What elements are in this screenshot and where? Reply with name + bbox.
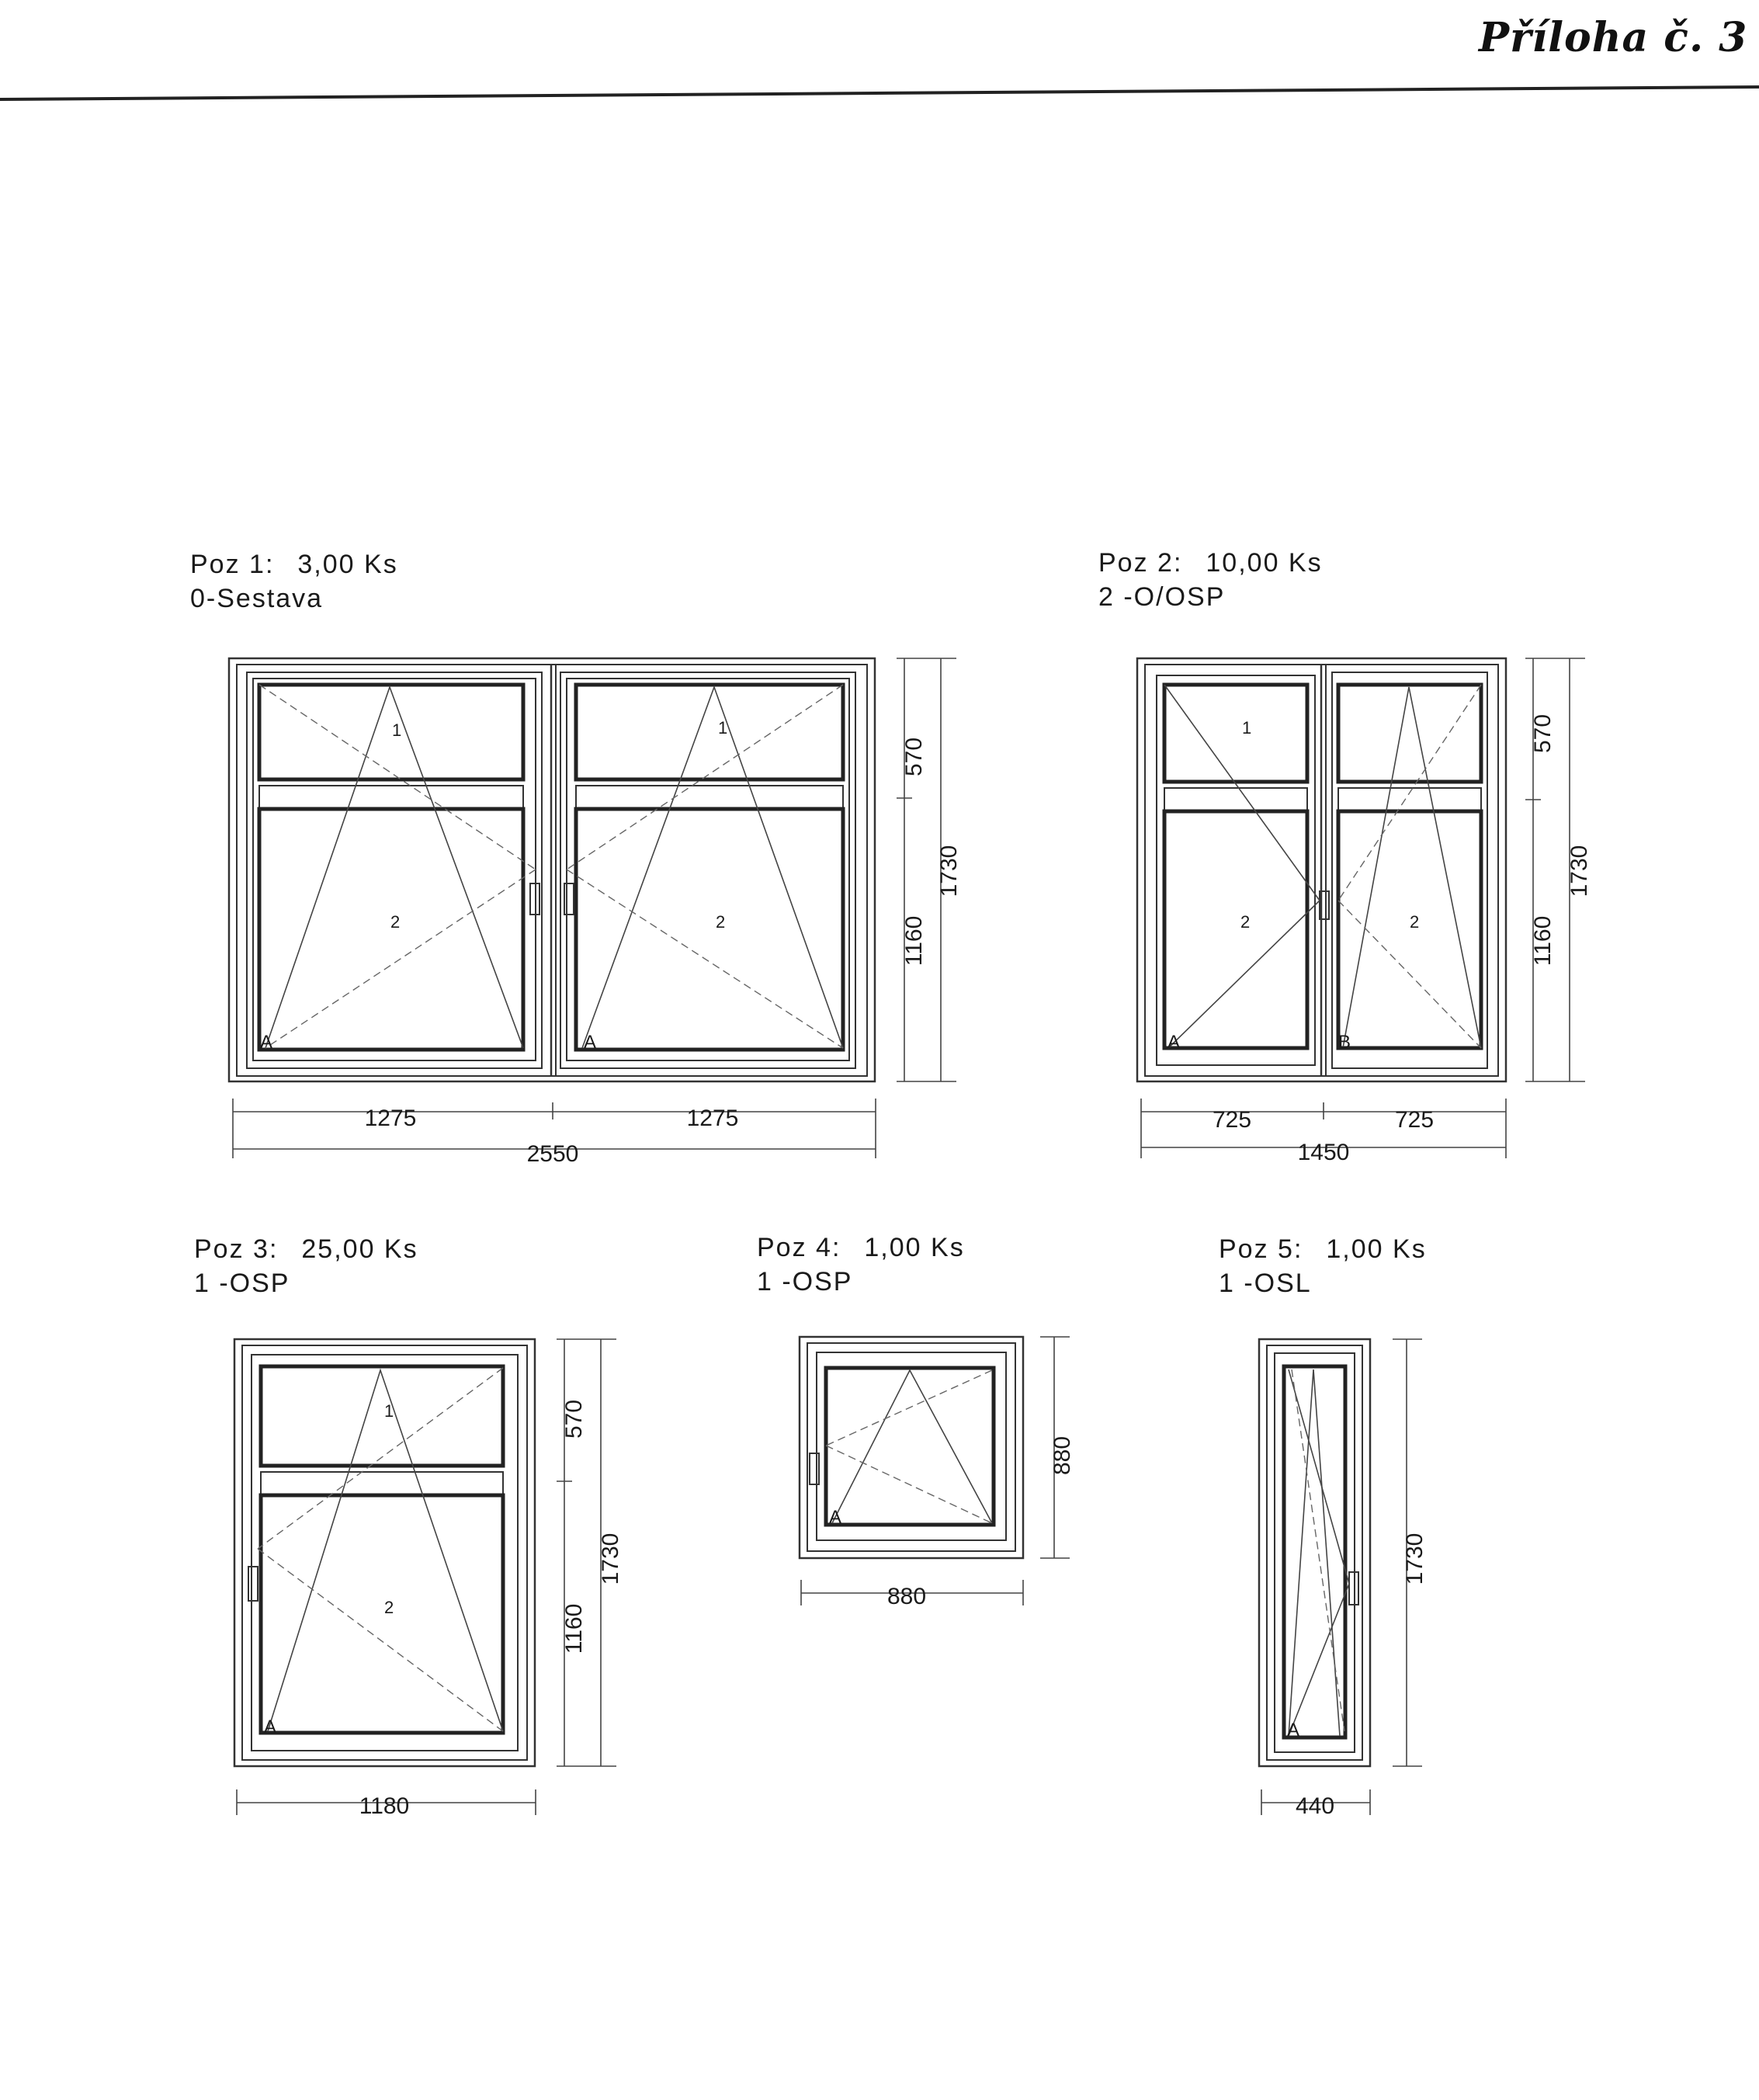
annex-title: Příloha č. 3 xyxy=(1479,14,1748,61)
poz5-dim-total-width: 440 xyxy=(1295,1793,1335,1819)
poz1-dim-left-width: 1275 xyxy=(364,1106,417,1131)
poz2-dim-bottom-height: 1160 xyxy=(1530,915,1556,967)
poz1-dim-right-width: 1275 xyxy=(686,1106,739,1131)
poz3-type: 1 -OSP xyxy=(194,1269,290,1298)
poz2-dim-right-width: 725 xyxy=(1394,1107,1435,1133)
poz3-drawing xyxy=(234,1339,623,1819)
poz1-dim-total-height: 1730 xyxy=(936,845,962,897)
poz5-name: Poz 5: xyxy=(1219,1234,1303,1264)
poz2-sash-number: 2 xyxy=(1240,912,1251,932)
poz4-dim-total-width: 880 xyxy=(886,1584,927,1609)
poz2-dim-total-width: 1450 xyxy=(1297,1140,1350,1165)
poz1-quantity: 3,00 Ks xyxy=(297,550,398,579)
poz3-quantity: 25,00 Ks xyxy=(301,1234,418,1264)
poz1-hinge-letter: A xyxy=(260,1032,273,1053)
poz3-sash-number: 1 xyxy=(384,1401,394,1421)
poz1-dim-total-width: 2550 xyxy=(526,1141,579,1167)
poz5-dim-total-height: 1730 xyxy=(1402,1532,1428,1585)
poz3-handle-icon xyxy=(248,1567,258,1601)
poz5-type: 1 -OSL xyxy=(1219,1269,1312,1298)
poz2-quantity: 10,00 Ks xyxy=(1206,548,1323,578)
poz1-type: 0-Sestava xyxy=(190,584,324,613)
poz3-dim-top-height: 570 xyxy=(561,1399,587,1439)
poz2-type: 2 -O/OSP xyxy=(1098,582,1226,612)
poz1-sash-number: 1 xyxy=(718,718,728,738)
poz2-name: Poz 2: xyxy=(1098,548,1183,578)
poz1-name: Poz 1: xyxy=(190,550,275,579)
poz1-hinge-letter: A xyxy=(584,1032,597,1053)
poz2-dim-total-height: 1730 xyxy=(1566,845,1592,897)
poz1-dim-bottom-height: 1160 xyxy=(901,915,927,967)
poz3-sash-number: 2 xyxy=(384,1598,394,1617)
poz2-dim-top-height: 570 xyxy=(1530,713,1556,754)
poz4-type: 1 -OSP xyxy=(757,1267,853,1296)
poz2-hinge-letter: A xyxy=(1167,1032,1181,1053)
poz1-sash-number: 1 xyxy=(392,720,402,740)
poz2-hinge-letter: B xyxy=(1338,1032,1351,1053)
poz3-dim-total-width: 1180 xyxy=(359,1793,410,1819)
poz1-right-handle-icon xyxy=(564,883,574,915)
poz5-drawing xyxy=(1259,1339,1428,1819)
poz1-sash-number: 2 xyxy=(716,912,726,932)
poz2-sash-number: 2 xyxy=(1410,912,1420,932)
poz4-handle-icon xyxy=(810,1453,819,1484)
poz4-drawing xyxy=(800,1337,1075,1609)
poz3-name: Poz 3: xyxy=(194,1234,279,1264)
poz5-hinge-letter: A xyxy=(1287,1720,1300,1741)
poz3-hinge-letter: A xyxy=(264,1716,277,1737)
poz1-drawing xyxy=(229,658,962,1167)
poz4-hinge-letter: A xyxy=(829,1507,842,1528)
poz3-dim-total-height: 1730 xyxy=(598,1532,623,1585)
poz5-quantity: 1,00 Ks xyxy=(1326,1234,1427,1264)
poz4-quantity: 1,00 Ks xyxy=(864,1233,965,1262)
poz1-dim-top-height: 570 xyxy=(901,737,927,777)
poz2-drawing xyxy=(1137,658,1592,1165)
poz2-sash-number: 1 xyxy=(1242,718,1252,738)
poz4-dim-total-height: 880 xyxy=(1050,1435,1075,1476)
poz3-dim-bottom-height: 1160 xyxy=(561,1603,587,1654)
poz2-dim-left-width: 725 xyxy=(1212,1107,1252,1133)
poz1-sash-number: 2 xyxy=(390,912,401,932)
poz4-name: Poz 4: xyxy=(757,1233,841,1262)
